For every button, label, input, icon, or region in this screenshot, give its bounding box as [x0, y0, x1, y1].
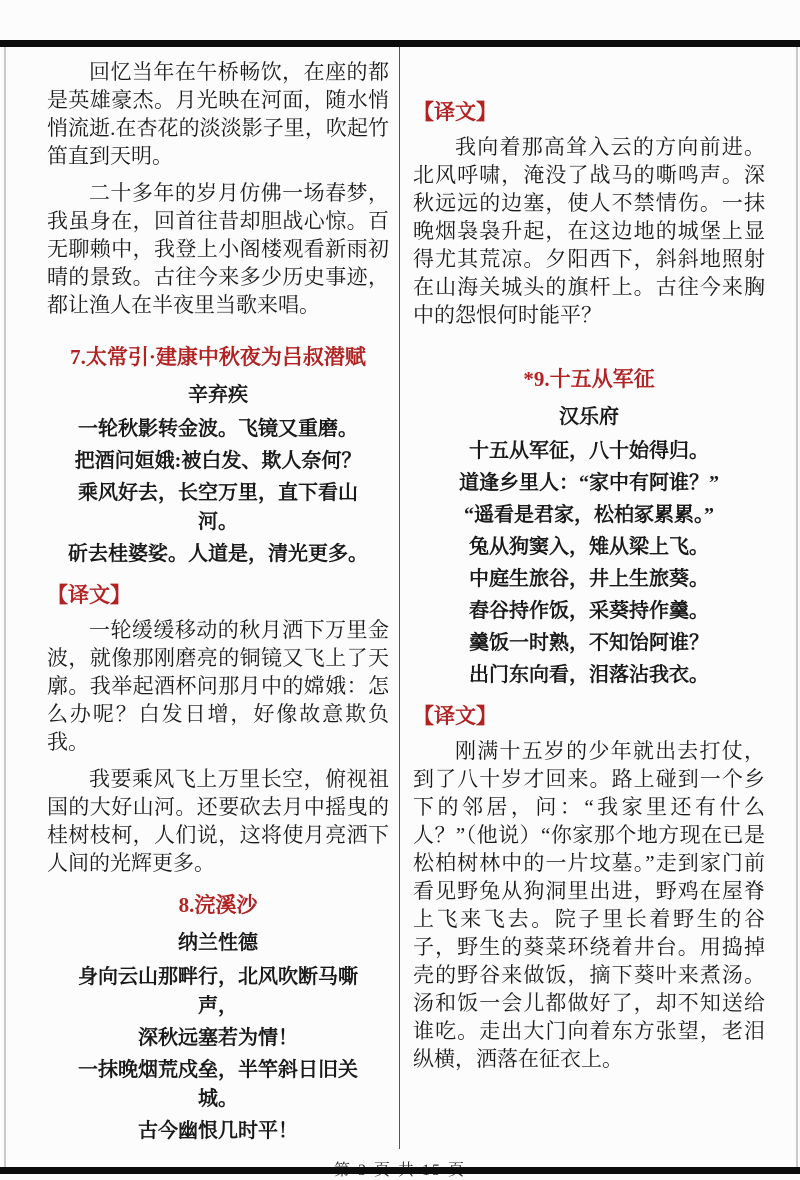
page-edge-left: [4, 47, 6, 1167]
poem9-title: *9.十五从军征: [523, 367, 655, 391]
page-edge-right: [796, 47, 798, 1167]
translation-paragraph: 二十多年的岁月仿佛一场春梦，我虽身在，回首往昔却胆战心惊。百无聊赖中，我登上小阁楼观看新雨初晴的景致。古往今来多少历史事迹，都让渔人在半夜里当歌来唱。: [47, 181, 389, 317]
poem7-author: 辛弃疾: [188, 384, 248, 406]
poem9-translation-label: 【译文】: [413, 704, 497, 728]
poem-section-9: [413, 365, 765, 1073]
poem8-body: [67, 963, 369, 1146]
scan-edge-top: [0, 40, 800, 47]
poem-line: 把酒问姮娥:被白发、欺人奈何？: [74, 450, 362, 472]
poem-line: 斫去桂婆娑。人道是，清光更多。: [68, 543, 368, 565]
poem-line: 中庭生旅谷，井上生旅葵。: [469, 568, 709, 590]
poem7-body: [67, 415, 369, 569]
poem-section-7: [47, 343, 389, 877]
poem8-title: 8.浣溪沙: [178, 893, 258, 917]
poem-line: 乘风好去，长空万里，直下看山河。: [78, 482, 358, 533]
scan-edge-bottom: [0, 1167, 800, 1174]
translation-paragraph: 一轮缓缓移动的秋月洒下万里金波，就像那刚磨亮的铜镜又飞上了天廓。我举起酒杯问那月中的嫦娥：怎么办呢？白发日增，好像故意欺负我。: [47, 618, 389, 754]
poem7-translation: [47, 616, 389, 877]
prev-poem-translation-section: [413, 96, 765, 329]
right-column: [400, 42, 765, 1149]
left-column: [0, 42, 400, 1149]
poem-line: 羹饭一时熟，不知饴阿谁？: [469, 632, 709, 654]
poem-line: 一抹晚烟荒戍垒，半竿斜日旧关城。: [78, 1059, 358, 1110]
poem-line: 舂谷持作饭，采葵持作羹。: [469, 600, 709, 622]
poem-line: 身向云山那畔行，北风吹断马嘶声，: [78, 966, 358, 1017]
poem9-author: 汉乐府: [559, 406, 619, 428]
translation-paragraph: 我向着那高耸入云的方向前进。北风呼啸，淹没了战马的嘶鸣声。深秋远远的边塞，使人不禁情伤。一抹晚烟袅袅升起，在这边地的城堡上显得尤其荒凉。夕阳西下，斜斜地照射在山海关城头的旗杆上。古往今来胸中的怨恨何时能平？: [413, 135, 765, 327]
prev-poem-translation-label: 【译文】: [413, 100, 497, 124]
poem-line: 深秋远塞若为情！: [138, 1027, 298, 1049]
poem-line: “遥看是君家，松柏冢累累。”: [464, 504, 714, 526]
poem-line: 出门东向看，泪落沾我衣。: [469, 664, 709, 686]
poem7-title: 7.太常引·建康中秋夜为吕叔潜赋: [70, 345, 366, 369]
content-columns: [0, 42, 800, 1149]
poem-line: 兔从狗窦入，雉从梁上飞。: [469, 536, 709, 558]
translation-paragraph: 我要乘风飞上万里长空，俯视祖国的大好山河。还要砍去月中摇曳的桂树枝柯，人们说，这将使月亮洒下人间的光辉更多。: [47, 767, 389, 875]
poem9-body: [438, 437, 740, 690]
translation-paragraph: 刚满十五岁的少年就出去打仗，到了八十岁才回来。路上碰到一个乡下的邻居，问：“我家里还有什么人？”（他说）“你家那个地方现在已是松柏树林中的一片坟墓。”走到家门前看见野兔从狗洞里出进，野鸡在屋脊上飞来飞去。院子里长着野生的谷子，野生的葵菜环绕着井台。用捣掉壳的野谷来做饭，摘下葵叶来煮汤。汤和饭一会儿都做好了，却不知送给谁吃。走出大门向着东方张望，老泪纵横，洒落在征衣上。: [413, 739, 765, 1071]
poem-line: 一轮秋影转金波。飞镜又重磨。: [78, 418, 358, 440]
poem-line: 十五从军征，八十始得归。: [469, 440, 709, 462]
poem7-translation-label: 【译文】: [47, 583, 131, 607]
poem-line: 道逢乡里人：“家中有阿谁？”: [459, 472, 719, 494]
poem8-author: 纳兰性德: [178, 932, 258, 954]
prev-poem-translation-continued: [47, 58, 389, 319]
poem-line: 古今幽恨几时平！: [138, 1120, 298, 1142]
translation-paragraph: 回忆当年在午桥畅饮，在座的都是英雄豪杰。月光映在河面，随水悄悄流逝.在杏花的淡淡影子里，吹起竹笛直到天明。: [47, 60, 389, 168]
poem-section-8: [47, 891, 389, 1146]
